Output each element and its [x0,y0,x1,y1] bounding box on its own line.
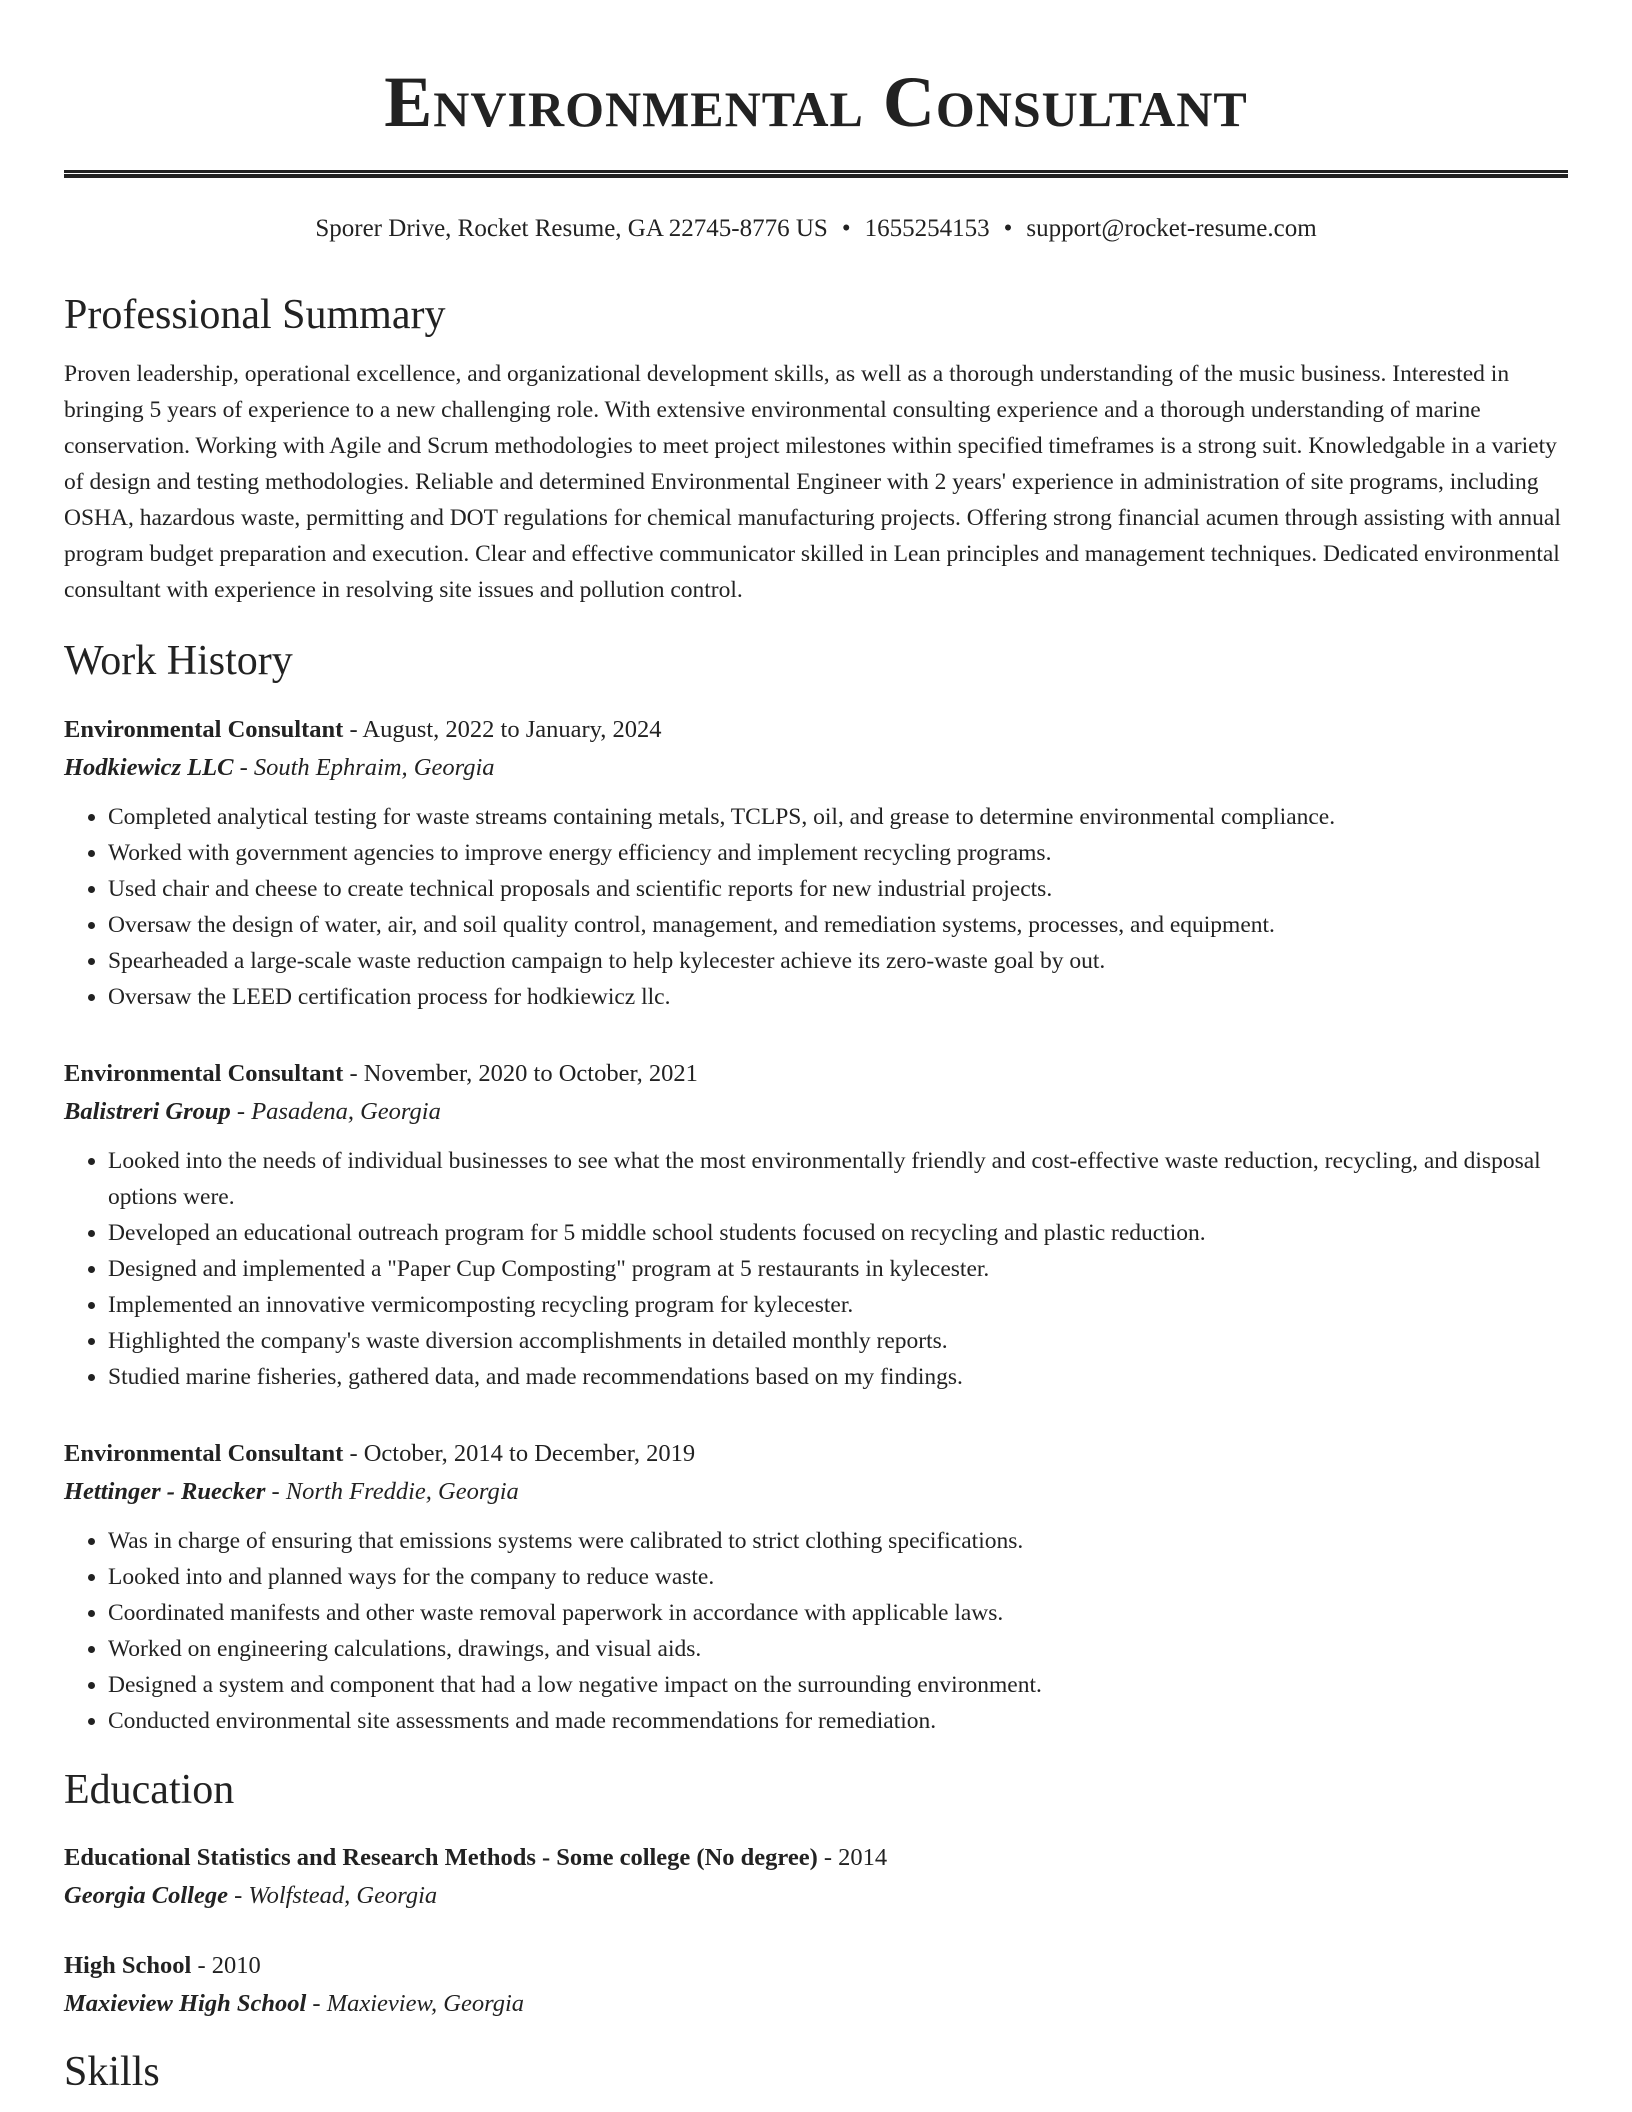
list-item: • Oversaw the LEED certification process for hodkiewicz llc. [108,979,1568,1015]
job-dates: - October, 2014 to December, 2019 [343,1439,696,1467]
list-item: • Highlighted the company's waste diversion accomplishments in detailed monthly reports. [108,1323,1568,1359]
job-company-line [64,749,1568,787]
contact-separator: • [1003,215,1013,242]
job-bullets [64,1523,1568,1739]
contact-separator: • [841,215,851,242]
list-item: • Spearheaded a large-scale waste reduction campaign to help kylecester achieve its zero-waste goal by out. [108,943,1568,979]
summary-text: Proven leadership, operational excellence, and organizational development skills, as well as a thorough understanding of the music business. Interested in bringing 5 years of experience to a new challenging role. With extensive environmental consulting experience and a thorough understanding of marine conservation. Working with Agile and Scrum methodologies to meet project milestones within specified timeframes is a strong suit. Knowledgable in a variety of design and testing methodologies. Reliable and determined Environmental Engineer with 2 years' experience in administration of site programs, including OSHA, hazardous waste, permitting and DOT regulations for chemical manufacturing projects. Offering strong financial acumen through assisting with annual program budget preparation and execution. Clear and effective communicator skilled in Lean principles and management techniques. Dedicated environmental consultant with experience in resolving site issues and pollution control. [64,361,1561,604]
job-bullets [64,1143,1568,1395]
education-entry [64,1839,1568,1915]
job-location: - North Freddie, Georgia [265,1477,519,1505]
education-year: - 2014 [817,1844,888,1872]
job-dates: - November, 2020 to October, 2021 [343,1059,698,1087]
job-company: Balistreri Group [64,1097,231,1125]
job-title: Environmental Consultant [64,715,344,743]
list-item: • Completed analytical testing for waste streams containing metals, TCLPS, oil, and grease to determine environmental compliance. [108,799,1568,835]
education-heading: Education [64,1766,235,1813]
list-item: • Studied marine fisheries, gathered data, and made recommendations based on my findings. [108,1359,1568,1395]
list-item: • Implemented an innovative vermicomposting recycling program for kylecester. [108,1287,1568,1323]
job-title: Environmental Consultant [64,1059,344,1087]
education-year: - 2010 [191,1952,261,1980]
list-item: • Looked into and planned ways for the company to reduce waste. [108,1559,1568,1595]
job-title: Environmental Consultant [64,1439,344,1467]
list-item: • Worked with government agencies to improve energy efficiency and implement recycling programs. [108,835,1568,871]
contact-email: support@rocket-resume.com [1026,215,1317,242]
list-item: • Coordinated manifests and other waste removal paperwork in accordance with applicable laws. [108,1595,1568,1631]
education-school-line [64,1985,1568,2023]
job-entry [64,1055,1568,1395]
job-title-line [64,711,1568,749]
list-item: • Used chair and cheese to create technical proposals and scientific reports for new industrial projects. [108,871,1568,907]
job-company-line [64,1093,1568,1131]
list-item: • Worked on engineering calculations, drawings, and visual aids. [108,1631,1568,1667]
job-entry [64,711,1568,1015]
contact-line [64,214,1568,244]
education-location: - Wolfstead, Georgia [228,1882,438,1910]
work-history-heading: Work History [64,638,293,685]
job-company: Hettinger - Ruecker [64,1477,266,1505]
page-title: Environmental Consultant [384,62,1248,142]
education-degree-line [64,1839,1568,1877]
contact-phone: 1655254153 [864,215,990,242]
list-item: • Designed a system and component that had a low negative impact on the surrounding environment. [108,1667,1568,1703]
job-title-line [64,1055,1568,1093]
work-history-list [64,711,1568,1739]
job-location: - South Ephraim, Georgia [233,753,495,781]
job-entry [64,1435,1568,1739]
list-item: • Designed and implemented a "Paper Cup Composting" program at 5 restaurants in kylecester. [108,1251,1568,1287]
skills-heading: Skills [64,2049,160,2096]
job-company-line [64,1473,1568,1511]
education-degree: Educational Statistics and Research Methods - Some college (No degree) [64,1844,818,1872]
education-school-line [64,1877,1568,1915]
contact-address: Sporer Drive, Rocket Resume, GA 22745-8776 US [315,215,828,242]
title-divider [64,170,1568,178]
list-item: • Developed an educational outreach program for 5 middle school students focused on recycling and plastic reduction. [108,1215,1568,1251]
list-item: • Was in charge of ensuring that emissions systems were calibrated to strict clothing specifications. [108,1523,1568,1559]
job-location: - Pasadena, Georgia [230,1097,441,1125]
list-item: • Conducted environmental site assessments and made recommendations for remediation. [108,1703,1568,1739]
education-degree: High School [64,1952,192,1980]
job-title-line [64,1435,1568,1473]
summary-heading: Professional Summary [64,292,446,338]
list-item: • Oversaw the design of water, air, and soil quality control, management, and remediation systems, processes, and equipment. [108,907,1568,943]
job-company: Hodkiewicz LLC [64,753,234,781]
job-bullets [64,799,1568,1015]
education-degree-line [64,1947,1568,1985]
education-location: - Maxieview, Georgia [306,1990,524,2018]
list-item: • Looked into the needs of individual businesses to see what the most environmentally friendly and cost-effective waste reduction, recycling, and disposal options were. [108,1143,1568,1215]
education-entry [64,1947,1568,2023]
education-school: Georgia College [64,1882,228,1910]
job-dates: - August, 2022 to January, 2024 [343,715,662,743]
education-school: Maxieview High School [64,1990,307,2018]
